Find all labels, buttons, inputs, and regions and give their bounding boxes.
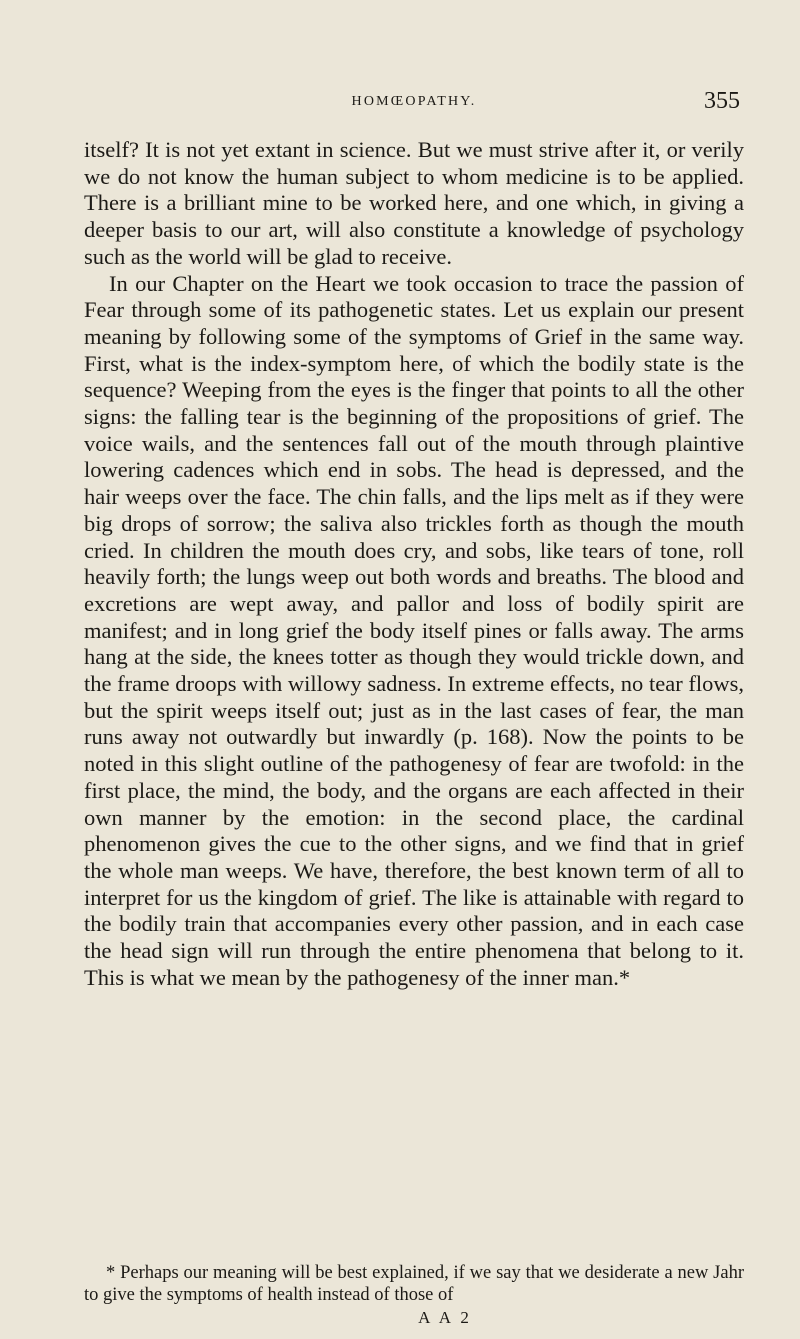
body-text <box>84 137 744 992</box>
running-head <box>0 88 800 122</box>
footnote-text: * Perhaps our meaning will be best explained, if we say that we desiderate a new Jahr to give the symptoms of health instead of those of <box>84 1263 744 1305</box>
running-title: HOMŒOPATHY. <box>351 94 477 109</box>
paragraph: itself? It is not yet extant in science. But we must strive after it, or verily we do not know the human subject to whom medicine is to be applied. There is a brilliant mine to be worked here, and one which, in giving a deeper basis to our art, will also constitute a knowledge of psychology such as the world will be glad to receive. <box>84 137 744 269</box>
paragraph: In our Chapter on the Heart we took occasion to trace the passion of Fear through some of its pathogenetic states. Let us explain our present meaning by following some of the symptoms of Grief in the same way. First, what is the index-symptom here, of which the bodily state is the sequence? Weeping from the eyes is the finger that points to all the other signs: the falling tear is the beginning of the propositions of grief. The voice wails, and the sentences fall out of the mouth through plaintive lowering cadences which end in sobs. The head is depressed, and the hair weeps over the face. The chin falls, and the lips melt as if they were big drops of sorrow; the saliva also trickles forth as though the mouth cried. In children the mouth does cry, and sobs, like tears of tone, roll heavily forth; the lungs weep out both words and breaths. The blood and excretions are wept away, and pallor and loss of bodily spirit are manifest; and in long grief the body itself pines or falls away. The arms hang at the side, the knees totter as though they would trickle down, and the frame droops with willowy sadness. In extreme effects, no tear flows, but the spirit weeps itself out; just as in the last cases of fear, the man runs away not outwardly but inwardly (p. 168). Now the points to be noted in this slight outline of the pathogenesy of fear are twofold: in the first place, the mind, the body, and the organs are each affected in their own manner by the emotion: in the second place, the cardinal phenomenon gives the cue to the other signs, and we find that in grief the whole man weeps. We have, therefore, the best known term of all to interpret for us the kingdom of grief. The like is attainable with regard to the bodily train that accompanies every other passion, and in each case the head sign will run through the entire phenomena that belong to it. This is what we mean by the pathogenesy of the inner man.* <box>84 270 744 990</box>
signature-mark: A A 2 <box>418 1308 472 1327</box>
footnote <box>84 1262 744 1306</box>
page-number: 355 <box>704 88 740 114</box>
